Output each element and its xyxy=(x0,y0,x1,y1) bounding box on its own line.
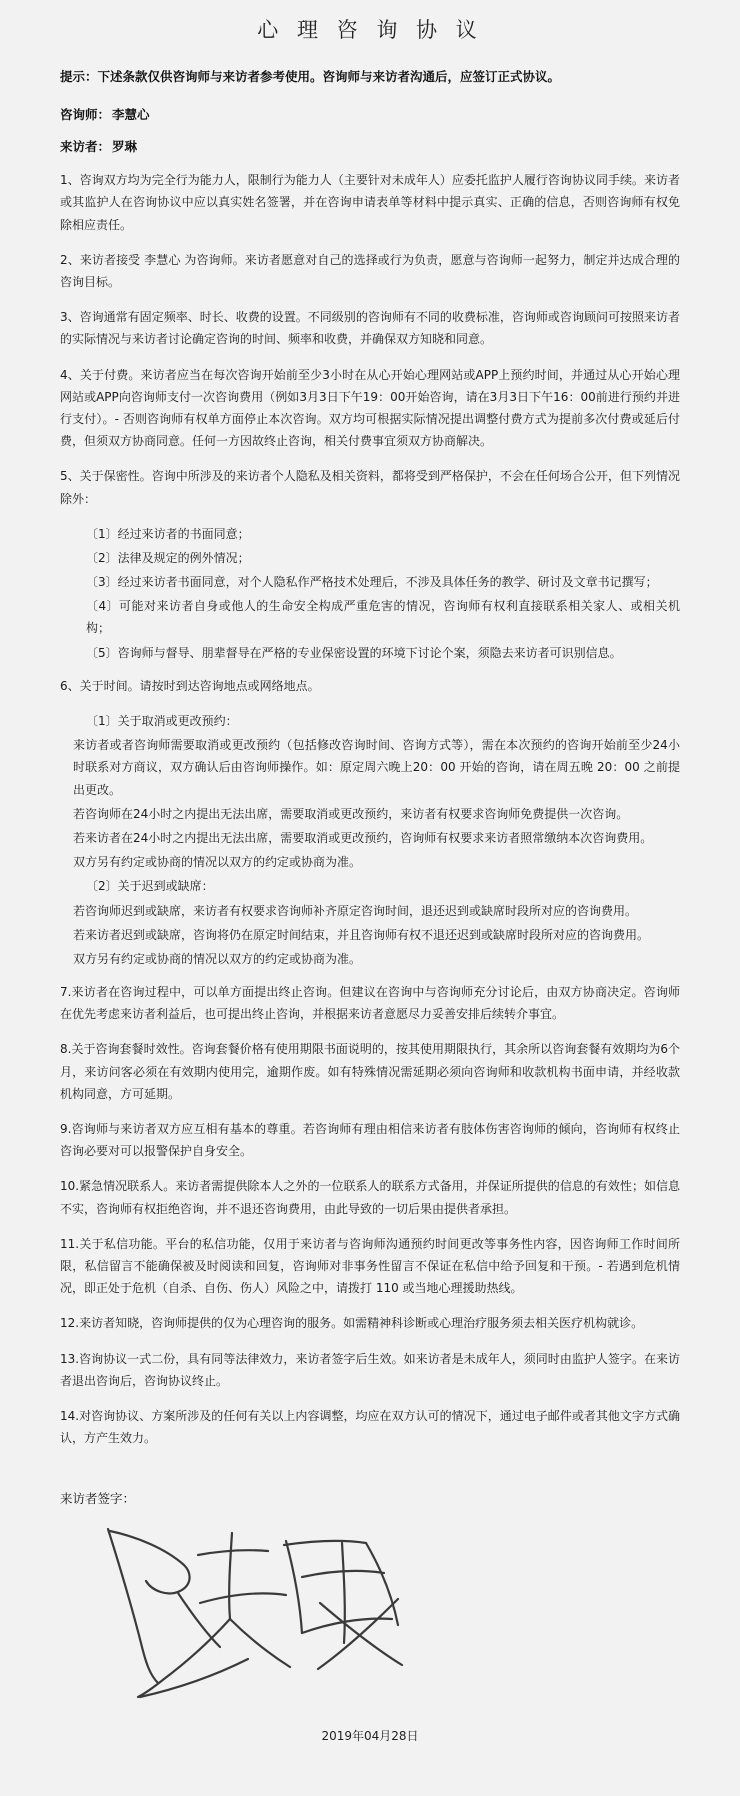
clause-3: 3、咨询通常有固定频率、时长、收费的设置。不同级别的咨询师有不同的收费标准，咨询师或咨询顾问可按照来访者的实际情况与来访者讨论确定咨询的时间、频率和收费，并确保双方知晓和同意。 xyxy=(60,310,680,347)
confidentiality-item-3: 〔3〕经过来访者书面同意，对个人隐私作严格技术处理后，不涉及具体任务的教学、研讨及文章书记撰写； xyxy=(86,575,658,590)
clause-10: 10.紧急情况联系人。来访者需提供除本人之外的一位联系人的联系方式备用，并保证所提供的信息的有效性；如信息不实，咨询师有权拒绝咨询，并不退还咨询费用，由此导致的一切后果由提供者承担。 xyxy=(60,1179,680,1216)
clause-13: 13.咨询协议一式二份，具有同等法律效力，来访者签字后生效。如来访者是未成年人，须同时由监护人签字。在来访者退出咨询后，咨询协议终止。 xyxy=(60,1351,680,1388)
signature-label: 来访者签字： xyxy=(60,1491,136,1507)
time-sub-2-item-1: 若咨询师迟到或缺席，来访者有权要求咨询师补齐原定咨询时间，退还迟到或缺席时段所对应的咨询费用。 xyxy=(73,903,638,918)
spacer xyxy=(60,972,680,981)
counselor-line xyxy=(60,105,680,123)
clause-7: 7.来访者在咨询过程中，可以单方面提出终止咨询。但建议在咨询中与咨询师充分讨论后，由双方协商决定。咨询师在优先考虑来访者利益后，也可提出终止咨询，并根据来访者意愿尽力妥善安排后续转介事宜。 xyxy=(60,985,680,1022)
clause-8: 8.关于咨询套餐时效性。咨询套餐价格有使用期限书面说明的，按其使用期限执行，其余所以咨询套餐有效期均为6个月，来访问客必须在有效期内使用完，逾期作废。如有特殊情况需延期必须向咨询师和收款机构书面申请，并经收款机构同意，方可延期。 xyxy=(60,1042,680,1101)
clause-12: 12.来访者知晓，咨询师提供的仅为心理咨询的服务。如需精神科诊断或心理治疗服务须去相关医疗机构就诊。 xyxy=(60,1316,644,1331)
time-sub-1-item-4: 双方另有约定或协商的情况以双方的约定或协商为准。 xyxy=(73,855,362,870)
clause-1: 1、咨询双方均为完全行为能力人，限制行为能力人（主要针对未成年人）应委托监护人履行咨询协议同手续。来访者或其监护人在咨询协议中应以真实姓名签署，并在咨询申请表单等材料中提示真实、正确的信息，否则咨询师有权免除相应责任。 xyxy=(60,173,680,232)
clause-11: 11.关于私信功能。平台的私信功能，仅用于来访者与咨询师沟通预约时间更改等事务性内容，因咨询师工作时间所限，私信留言不能确保被及时阅读和回复，咨询师对非事务性留言不保证在私信中给予回复和干预。- 若遇到危机情况，即正处于危机（自杀、自伤、伤人）风险之中，请拨打 110 或当地心理援助热线。 xyxy=(60,1236,680,1296)
clause-5: 5、关于保密性。咨询中所涉及的来访者个人隐私及相关资料，都将受到严格保护，不会在任何场合公开，但下列情况除外： xyxy=(60,469,680,506)
time-sub-1-title: 〔1〕关于取消或更改预约： xyxy=(86,714,238,728)
counselor-name: 李慧心 xyxy=(112,107,150,123)
counselor-label: 咨询师： xyxy=(60,107,111,123)
page-title: 心 理 咨 询 协 议 xyxy=(257,18,483,42)
client-line xyxy=(60,137,680,155)
signature-date: 2019年04月28日 xyxy=(321,1729,419,1744)
time-sub-2-title: 〔2〕关于迟到或缺席： xyxy=(86,879,214,894)
client-name: 罗琳 xyxy=(112,139,138,155)
signature-image xyxy=(80,1507,680,1717)
notice-text: 提示：下述条款仅供咨询师与来访者参考使用。咨询师与来访者沟通后，应签订正式协议。 xyxy=(60,69,561,84)
time-sub-1-item-1: 来访者或者咨询师需要取消或更改预约（包括修改咨询时间、咨询方式等），需在本次预约的咨询开始前至少24小时联系对方商议，双方确认后由咨询师操作。如：原定周六晚上20：00 开始的咨询，请在周五晚 20：00 之前提出更改。 xyxy=(73,738,680,797)
clause-9: 9.咨询师与来访者双方应互相有基本的尊重。若咨询师有理由相信来访者有肢体伤害咨询师的倾向，咨询师有权终止咨询必要对可以报警保护自身安全。 xyxy=(60,1122,680,1159)
client-label: 来访者： xyxy=(60,139,111,155)
clause-14: 14.对咨询协议、方案所涉及的任何有关以上内容调整，均应在双方认可的情况下，通过电子邮件或者其他文字方式确认，方产生效力。 xyxy=(60,1408,680,1446)
confidentiality-item-2: 〔2〕法律及规定的例外情况； xyxy=(86,550,250,565)
time-sub-2-item-3: 双方另有约定或协商的情况以双方的约定或协商为准。 xyxy=(73,951,362,966)
confidentiality-item-4: 〔4〕可能对来访者自身或他人的生命安全构成严重危害的情况，咨询师有权利直接联系相关家人、或相关机构； xyxy=(86,599,680,636)
spacer xyxy=(60,666,680,675)
clause-4: 4、关于付费。来访者应当在每次咨询开始前至少3小时在从心开始心理网站或APP上预约时间，并通过从心开始心理网站或APP向咨询师支付一次咨询费用（例如3月3日下午19：00开始咨询，请在3月3日下午16：00前进行预约并进行支付）。- 否则咨询师有权单方面停止本次咨询。双方均可根据实际情况提出调整付费方式为提前多次付费或延后付费，但须双方协商同意。任何一方因故终止咨询，相关付费事宜须双方协商解决。 xyxy=(60,367,680,449)
clause-2: 2、来访者接受 李慧心 为咨询师。来访者愿意对自己的选择或行为负责，愿意与咨询师一起努力，制定并达成合理的咨询目标。 xyxy=(60,252,680,289)
time-sub-1-item-2: 若咨询师在24小时之内提出无法出席，需要取消或更改预约，来访者有权要求咨询师免费提供一次咨询。 xyxy=(73,806,629,821)
confidentiality-item-5: 〔5〕咨询师与督导、朋辈督导在严格的专业保密设置的环境下讨论个案，须隐去来访者可识别信息。 xyxy=(86,645,622,660)
time-sub-2-item-2: 若来访者迟到或缺席，咨询将仍在原定时间结束，并且咨询师有权不退还迟到或缺席时段所对应的咨询费用。 xyxy=(73,927,650,942)
time-sub-1-item-3: 若来访者在24小时之内提出无法出席，需要取消或更改预约，咨询师有权要求来访者照常缴纳本次咨询费用。 xyxy=(73,830,653,845)
clause-6: 6、关于时间。请按时到达咨询地点或网络地点。 xyxy=(60,678,320,693)
confidentiality-item-1: 〔1〕经过来访者的书面同意； xyxy=(86,526,250,541)
